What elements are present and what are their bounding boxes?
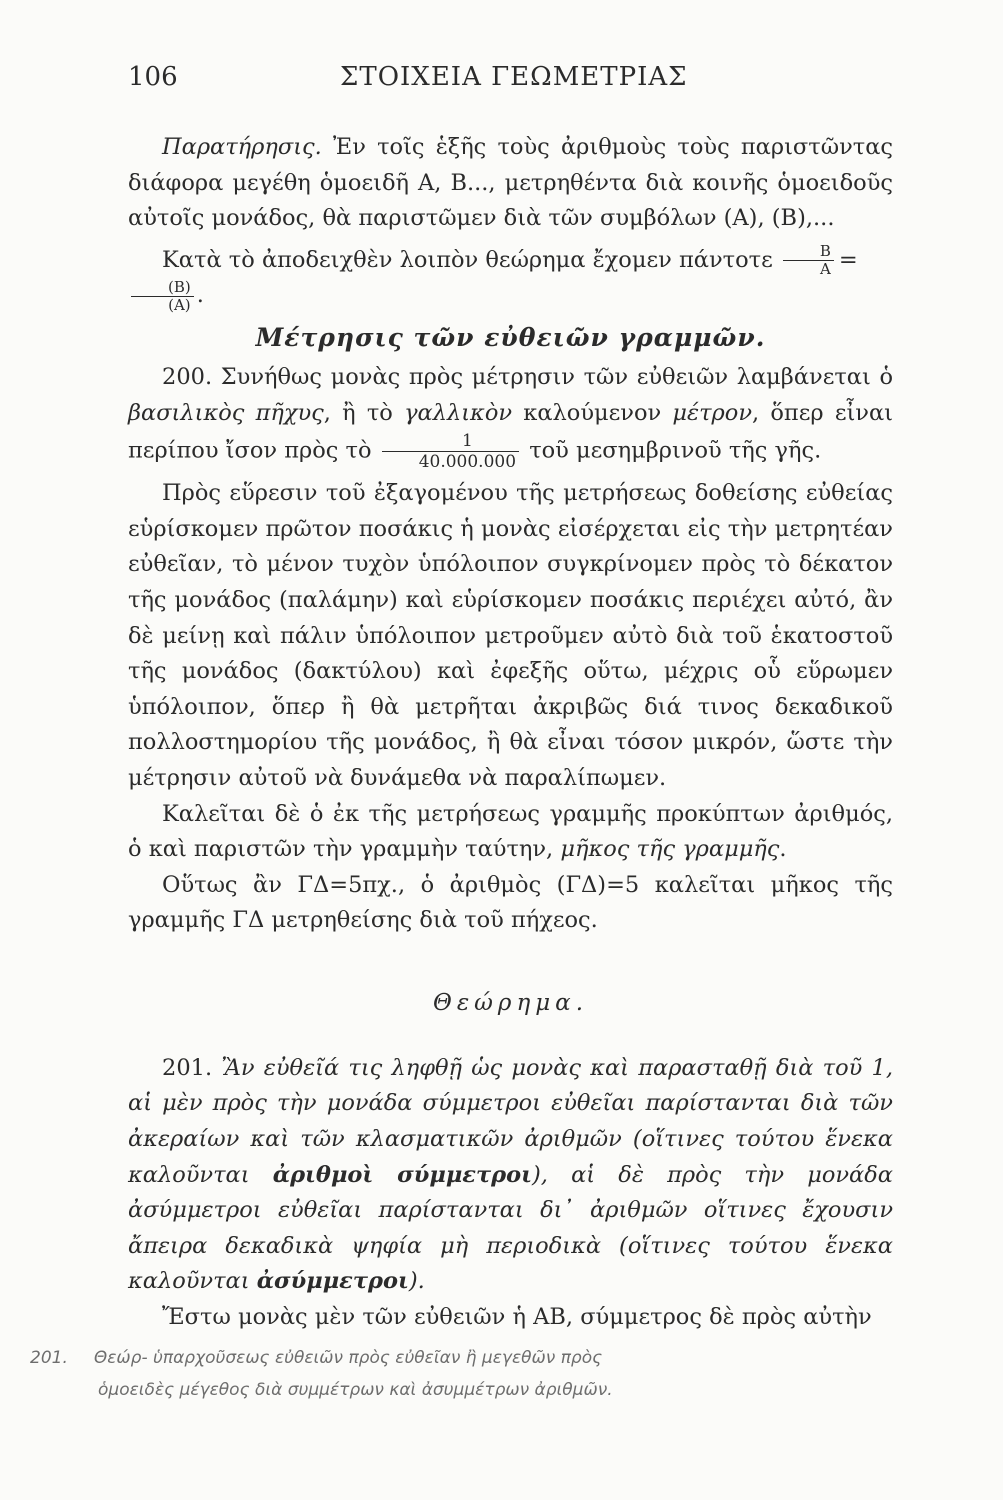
handwritten-text: Θεώρ- ὑπαρχοῦσεως εὐθειῶν πρὸς εὐθεῖαν ἢ μεγεθῶν πρὸς: [93, 1348, 603, 1368]
section-heading: Μέτρησις τῶν εὐθειῶν γραμμῶν.: [255, 322, 766, 352]
bold-term: ἀριθμοὶ σύμμετροι: [272, 1161, 532, 1188]
paragraph-finding: Πρὸς εὕρεσιν τοῦ ἐξαγομένου τῆς μετρήσεως δοθείσης εὐθείας εὑρίσκομεν πρῶτον ποσάκις ἡ μονὰς εἰσέρχεται εἰς τὴν μετρητέαν εὐθεῖαν, τὸ μένον τυχὸν ὑπόλοιπον συγκρίνομεν πρὸς τὸ δέκατον τῆς μονάδος (παλάμην) καὶ εὑρίσκομεν ποσάκις περιέχει αὐτό, ἂν δὲ μείνῃ καὶ πάλιν ὑπόλοιπον μετροῦμεν αὐτὸ διὰ τοῦ ἑκατοστοῦ τῆς μονάδος (δακτύλου) καὶ ἐφεξῆς οὕτω, μέχρις οὗ εὕρωμεν ὑπόλοιπον, ὅπερ ἢ θὰ μετρῆται ἀκριβῶς διά τινος δεκαδικοῦ πολλοστημορίου τῆς μονάδος, ἢ θὰ εἶναι τόσον μικρόν, ὥστε τὴν μέτρησιν αὐτοῦ νὰ δυνάμεθα νὰ παραλίπωμεν.: [128, 480, 893, 791]
page-number: 106: [128, 62, 178, 92]
text-run: καλούμενον: [512, 399, 673, 426]
remark-label: Παρατήρησις.: [162, 134, 322, 160]
italic-term: μῆκος τῆς γραμμῆς: [560, 836, 780, 863]
equals-sign: =: [838, 246, 858, 273]
paragraph-called: [128, 797, 893, 868]
remark-text: Ἐν τοῖς ἑξῆς τοὺς ἀριθμοὺς τοὺς παριστῶντας διάφορα μεγέθη ὁμοειδῆ Α, Β..., μετρηθέντα διὰ κοινῆς ὁμοειδοῦς αὐτοῖς μονάδος, θὰ παριστῶμεν διὰ τῶν συμβόλων (Α), (Β),...: [128, 134, 893, 232]
remark-paragraph: [128, 130, 893, 237]
text-run: ), αἱ δὲ πρὸς τὴν μονάδα ἀσύμμετροι εὐθεῖαι παρίστανται δι᾽ ἀριθμῶν οἵτινες ἔχουσιν ἄπειρα δεκαδικὰ ψηφία μὴ περιοδικὰ (οἵτινες τούτου ἕνεκα καλοῦνται: [128, 1161, 893, 1295]
italic-term: μέτρον: [672, 399, 753, 426]
bold-term: ἀσύμμετροι: [256, 1268, 409, 1295]
fraction-denominator: 40.000.000: [418, 452, 517, 473]
fraction-b-over-a: [783, 243, 834, 278]
fraction-meridian: [382, 431, 519, 472]
running-title: ΣΤΟΙΧΕΙΑ ΓΕΩΜΕΤΡΙΑΣ: [340, 62, 688, 92]
text-run: Ἂν εὐθεῖά τις ληφθῇ ὡς μονὰς καὶ παρασταθῇ διὰ τοῦ 1, αἱ μὲν πρὸς τὴν μονάδα σύμμετροι εὐθεῖαι παρίστανται διὰ τῶν ἀκεραίων καὶ τῶν κλασματικῶν ἀριθμῶν (οἵτινες τούτου ἕνεκα καλοῦνται: [128, 1054, 893, 1188]
fraction-numerator: (Β): [131, 279, 194, 297]
text-run: Συνήθως μονὰς πρὸς μέτρησιν τῶν εὐθειῶν λαμβάνεται ὁ: [212, 363, 893, 390]
body-text: [128, 130, 893, 1336]
italic-term: βασιλικὸς πῆχυς: [128, 399, 324, 426]
text-run: ).: [408, 1268, 425, 1295]
fraction-denominator: (Α): [168, 295, 191, 314]
fraction-numerator: Β: [783, 243, 834, 261]
text-run: , ἢ τὸ: [323, 399, 405, 426]
paragraph-thus: Οὕτως ἂν ΓΔ=5πχ., ὁ ἀριθμὸς (ΓΔ)=5 καλεῖται μῆκος τῆς γραμμῆς ΓΔ μετρηθείσης διὰ τοῦ πήχεος.: [128, 871, 893, 934]
text-run: .: [779, 836, 787, 863]
text-run: Καλεῖται δὲ ὁ ἐκ τῆς μετρήσεως γραμμῆς προκύπτων ἀριθμός, ὁ καὶ παριστῶν τὴν γραμμὴν ταύτην,: [128, 800, 893, 863]
text-run: , ὅπερ εἶναι περίπου ἴσον πρὸς τὸ: [128, 399, 893, 464]
paragraph-number: 200.: [162, 363, 213, 390]
handwritten-line-1: [30, 1342, 960, 1374]
paragraph-200: [128, 360, 893, 472]
theorem-line-text: Κατὰ τὸ ἀποδειχθὲν λοιπὸν θεώρημα ἔχομεν πάντοτε: [162, 246, 773, 273]
italic-term: γαλλικὸν: [404, 399, 513, 426]
paragraph-201: [128, 1051, 893, 1300]
text-run: τοῦ μεσημβρινοῦ τῆς γῆς.: [529, 437, 822, 464]
fraction-denominator: Α: [819, 260, 831, 279]
theorem-heading: Θεώρημα.: [432, 989, 589, 1016]
handwritten-line-2: ὁμοειδὲς μέγεθος διὰ συμμέτρων καὶ ἀσυμμέτρων ἀριθμῶν.: [98, 1380, 613, 1400]
paragraph-number: 201.: [162, 1054, 213, 1081]
fraction-measured: [131, 279, 194, 314]
theorem-line: [128, 243, 893, 314]
handwritten-number: 201.: [30, 1348, 68, 1368]
page-header: [128, 62, 888, 102]
handwritten-note: [30, 1342, 960, 1406]
theorem-line-end: .: [196, 282, 204, 309]
paragraph-let: Ἔστω μονὰς μὲν τῶν εὐθειῶν ἡ ΑΒ, σύμμετρος δὲ πρὸς αὐτὴν: [162, 1304, 872, 1331]
fraction-numerator: 1: [382, 431, 519, 452]
